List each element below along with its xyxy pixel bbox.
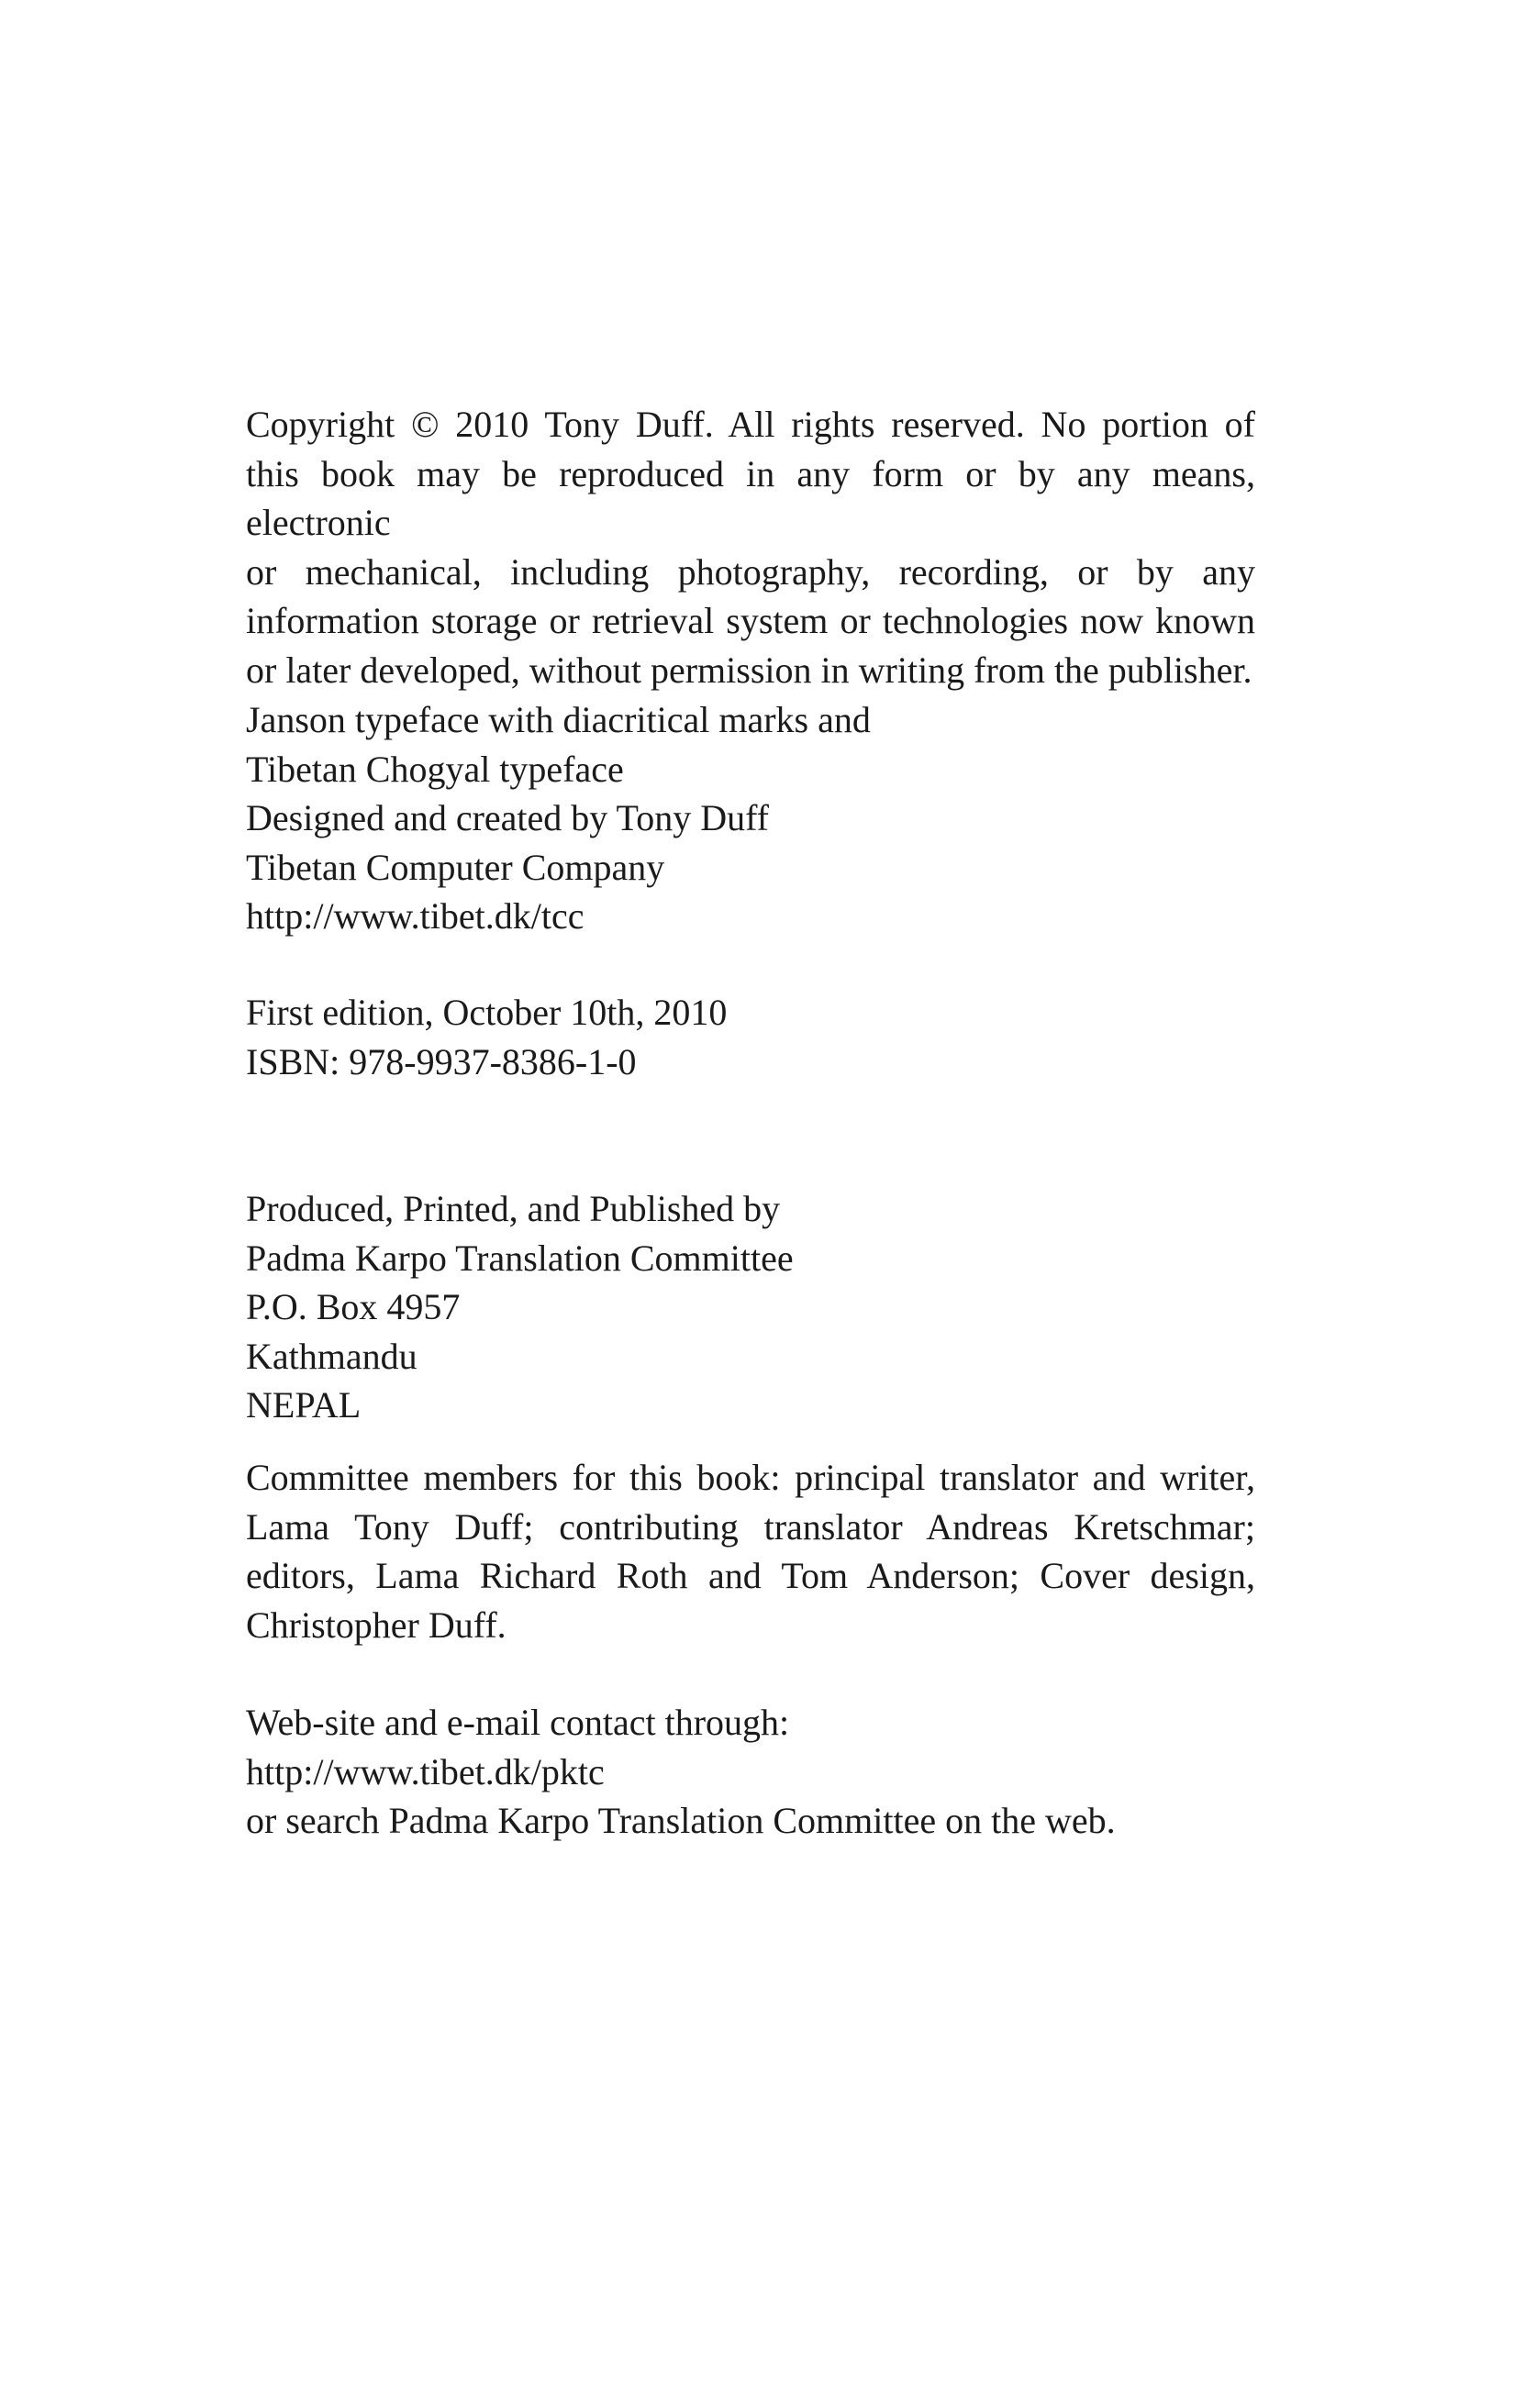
committee-members	[246, 1453, 1255, 1649]
contact-line: or search Padma Karpo Translation Committee on the web.	[246, 1800, 1116, 1841]
contact-url: http://www.tibet.dk/pktc	[246, 1750, 605, 1792]
committee-line: editors, Lama Richard Roth and Tom Anderson; Cover design,	[246, 1555, 1255, 1596]
typeface-line: Tibetan Computer Company	[246, 846, 665, 888]
typeface-line: Designed and created by Tony Duff	[246, 797, 769, 838]
copyright-notice	[246, 400, 1255, 694]
typeface-credits	[246, 695, 1255, 941]
typeface-url: http://www.tibet.dk/tcc	[246, 895, 584, 937]
publisher-line: NEPAL	[246, 1384, 362, 1426]
copyright-line: or mechanical, including photography, recording, or by any	[246, 550, 1255, 593]
publisher-line: Padma Karpo Translation Committee	[246, 1237, 794, 1279]
edition-info	[246, 988, 1255, 1086]
typeface-line: Janson typeface with diacritical marks and	[246, 699, 871, 740]
isbn: ISBN: 978-9937-8386-1-0	[246, 1040, 637, 1082]
publisher-line: Produced, Printed, and Published by	[246, 1188, 781, 1229]
committee-line: Christopher Duff.	[246, 1603, 507, 1646]
contact-line: Web-site and e-mail contact through:	[246, 1702, 790, 1743]
committee-line: Lama Tony Duff; contributing translator Andreas Kretschmar;	[246, 1505, 1255, 1548]
typeface-line: Tibetan Chogyal typeface	[246, 748, 624, 790]
copyright-line: Copyright © 2010 Tony Duff. All rights reserved. No portion of	[246, 404, 1255, 445]
publisher-line: Kathmandu	[246, 1335, 417, 1377]
publisher-address	[246, 1184, 1255, 1430]
edition-date: First edition, October 10th, 2010	[246, 992, 728, 1033]
committee-line: Committee members for this book: principal translator and writer,	[246, 1457, 1255, 1498]
publisher-line: P.O. Box 4957	[246, 1286, 461, 1327]
copyright-line: information storage or retrieval system or technologies now known	[246, 600, 1255, 641]
contact-info	[246, 1698, 1255, 1846]
copyright-line: or later developed, without permission in writing from the publisher.	[246, 649, 1252, 691]
copyright-line: this book may be reproduced in any form or by any means, electronic	[246, 452, 1255, 543]
